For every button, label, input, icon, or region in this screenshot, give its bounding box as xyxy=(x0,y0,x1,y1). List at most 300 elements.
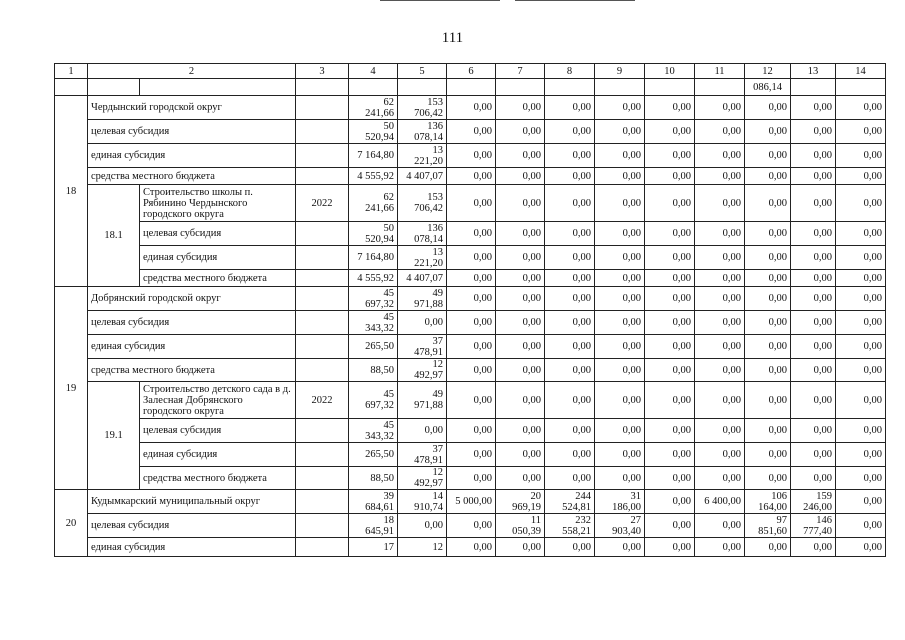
value-cell: 0,00 xyxy=(545,335,595,359)
value-cell: 0,00 xyxy=(545,96,595,120)
budget-table xyxy=(54,63,886,557)
year-cell xyxy=(296,419,349,443)
table-row xyxy=(55,270,886,287)
year-cell xyxy=(296,120,349,144)
subgroup-number: 18.1 xyxy=(88,185,140,287)
value-cell: 0,00 xyxy=(645,120,695,144)
value-cell: 0,00 xyxy=(745,120,791,144)
value-cell: 0,00 xyxy=(447,168,496,185)
row-label: единая субсидия xyxy=(88,144,296,168)
value-cell: 11 050,39 xyxy=(496,514,545,538)
year-cell xyxy=(296,311,349,335)
value-cell: 12 492,97 xyxy=(398,467,447,490)
value-cell: 0,00 xyxy=(745,538,791,557)
value-cell: 0,00 xyxy=(695,514,745,538)
value-cell: 0,00 xyxy=(595,538,645,557)
value-cell: 7 164,80 xyxy=(349,144,398,168)
header-cell: 12 xyxy=(745,64,791,79)
org-name: Чердынский городской округ xyxy=(88,96,296,120)
value-cell: 45 697,32 xyxy=(349,287,398,311)
table-body xyxy=(55,64,886,557)
value-cell: 0,00 xyxy=(645,311,695,335)
value-cell: 0,00 xyxy=(645,96,695,120)
blank-cell xyxy=(791,79,836,96)
blank-cell xyxy=(349,79,398,96)
value-cell: 0,00 xyxy=(695,120,745,144)
value-cell: 0,00 xyxy=(695,185,745,222)
value-cell: 0,00 xyxy=(447,270,496,287)
value-cell: 0,00 xyxy=(545,120,595,144)
value-cell: 0,00 xyxy=(745,467,791,490)
value-cell: 0,00 xyxy=(836,490,886,514)
value-cell: 0,00 xyxy=(496,287,545,311)
row-label: средства местного бюджета xyxy=(140,270,296,287)
value-cell: 0,00 xyxy=(496,96,545,120)
table-row xyxy=(55,120,886,144)
project-name: Строительство детского сада в д. Залесная Добрянского городского округа xyxy=(140,382,296,419)
blank-cell xyxy=(496,79,545,96)
value-cell: 0,00 xyxy=(447,144,496,168)
value-cell: 0,00 xyxy=(545,144,595,168)
header-cell: 10 xyxy=(645,64,695,79)
value-cell: 0,00 xyxy=(836,538,886,557)
value-cell: 0,00 xyxy=(836,120,886,144)
value-cell: 0,00 xyxy=(595,185,645,222)
header-cell: 5 xyxy=(398,64,447,79)
value-cell: 31 186,00 xyxy=(595,490,645,514)
value-cell: 0,00 xyxy=(695,222,745,246)
value-cell: 0,00 xyxy=(745,359,791,382)
value-cell: 0,00 xyxy=(496,443,545,467)
year-cell: 2022 xyxy=(296,382,349,419)
value-cell: 13 221,20 xyxy=(398,144,447,168)
value-cell: 0,00 xyxy=(791,538,836,557)
value-cell: 0,00 xyxy=(447,419,496,443)
value-cell: 0,00 xyxy=(496,359,545,382)
row-label: средства местного бюджета xyxy=(140,467,296,490)
value-cell: 0,00 xyxy=(645,467,695,490)
value-cell: 0,00 xyxy=(836,443,886,467)
value-cell: 37 478,91 xyxy=(398,335,447,359)
table-row xyxy=(55,79,886,96)
value-cell: 0,00 xyxy=(595,144,645,168)
value-cell: 0,00 xyxy=(545,311,595,335)
value-cell: 0,00 xyxy=(496,168,545,185)
blank-cell xyxy=(645,79,695,96)
year-cell: 2022 xyxy=(296,185,349,222)
subgroup-number: 19.1 xyxy=(88,382,140,490)
value-cell: 0,00 xyxy=(595,311,645,335)
table-row xyxy=(55,222,886,246)
table-row xyxy=(55,246,886,270)
value-cell: 0,00 xyxy=(447,335,496,359)
value-cell: 0,00 xyxy=(595,382,645,419)
value-cell: 0,00 xyxy=(595,467,645,490)
table-row xyxy=(55,538,886,557)
table-row xyxy=(55,382,886,419)
blank-cell xyxy=(595,79,645,96)
value-cell: 7 164,80 xyxy=(349,246,398,270)
value-cell: 45 697,32 xyxy=(349,382,398,419)
value-cell: 18 645,91 xyxy=(349,514,398,538)
org-name: Добрянский городской округ xyxy=(88,287,296,311)
blank-cell xyxy=(88,79,140,96)
row-label: целевая субсидия xyxy=(88,514,296,538)
header-cell: 9 xyxy=(595,64,645,79)
value-cell: 4 407,07 xyxy=(398,270,447,287)
table-row xyxy=(55,64,886,79)
value-cell: 0,00 xyxy=(645,246,695,270)
header-cell: 1 xyxy=(55,64,88,79)
value-cell: 5 000,00 xyxy=(447,490,496,514)
value-cell: 0,00 xyxy=(695,168,745,185)
row-label: единая субсидия xyxy=(88,538,296,557)
value-cell: 0,00 xyxy=(836,168,886,185)
value-cell: 0,00 xyxy=(836,335,886,359)
value-cell: 0,00 xyxy=(836,359,886,382)
value-cell: 0,00 xyxy=(545,443,595,467)
value-cell: 0,00 xyxy=(791,382,836,419)
value-cell: 106 164,00 xyxy=(745,490,791,514)
value-cell: 0,00 xyxy=(545,467,595,490)
value-cell: 27 903,40 xyxy=(595,514,645,538)
value-cell: 0,00 xyxy=(695,96,745,120)
value-cell: 0,00 xyxy=(791,185,836,222)
value-cell: 97 851,60 xyxy=(745,514,791,538)
table-row xyxy=(55,443,886,467)
value-cell: 0,00 xyxy=(836,246,886,270)
year-cell xyxy=(296,144,349,168)
value-cell: 0,00 xyxy=(836,419,886,443)
value-cell: 086,14 xyxy=(745,79,791,96)
value-cell: 0,00 xyxy=(645,419,695,443)
value-cell: 0,00 xyxy=(645,514,695,538)
value-cell: 37 478,91 xyxy=(398,443,447,467)
row-label: целевая субсидия xyxy=(140,222,296,246)
value-cell: 0,00 xyxy=(695,443,745,467)
blank-cell xyxy=(140,79,296,96)
value-cell: 0,00 xyxy=(745,168,791,185)
value-cell: 0,00 xyxy=(447,185,496,222)
value-cell: 0,00 xyxy=(745,287,791,311)
value-cell: 49 971,88 xyxy=(398,287,447,311)
value-cell: 0,00 xyxy=(745,222,791,246)
value-cell: 0,00 xyxy=(645,382,695,419)
value-cell: 0,00 xyxy=(836,222,886,246)
value-cell: 265,50 xyxy=(349,335,398,359)
value-cell: 0,00 xyxy=(496,311,545,335)
value-cell: 0,00 xyxy=(645,185,695,222)
value-cell: 0,00 xyxy=(447,382,496,419)
value-cell: 0,00 xyxy=(645,490,695,514)
value-cell: 0,00 xyxy=(447,359,496,382)
value-cell: 4 407,07 xyxy=(398,168,447,185)
year-cell xyxy=(296,270,349,287)
value-cell: 0,00 xyxy=(447,246,496,270)
value-cell: 0,00 xyxy=(545,382,595,419)
row-label: единая субсидия xyxy=(140,443,296,467)
value-cell: 146 777,40 xyxy=(791,514,836,538)
value-cell: 0,00 xyxy=(695,359,745,382)
value-cell: 0,00 xyxy=(447,538,496,557)
value-cell: 39 684,61 xyxy=(349,490,398,514)
year-cell xyxy=(296,168,349,185)
value-cell: 0,00 xyxy=(496,419,545,443)
row-label: целевая субсидия xyxy=(88,120,296,144)
value-cell: 0,00 xyxy=(496,467,545,490)
value-cell: 0,00 xyxy=(447,443,496,467)
value-cell: 4 555,92 xyxy=(349,270,398,287)
value-cell: 244 524,81 xyxy=(545,490,595,514)
value-cell: 153 706,42 xyxy=(398,185,447,222)
value-cell: 0,00 xyxy=(836,185,886,222)
value-cell: 0,00 xyxy=(836,144,886,168)
value-cell: 0,00 xyxy=(745,144,791,168)
table-row xyxy=(55,168,886,185)
value-cell: 0,00 xyxy=(595,96,645,120)
value-cell: 232 558,21 xyxy=(545,514,595,538)
value-cell: 0,00 xyxy=(791,311,836,335)
value-cell: 0,00 xyxy=(695,270,745,287)
value-cell: 0,00 xyxy=(745,382,791,419)
value-cell: 0,00 xyxy=(745,96,791,120)
value-cell: 0,00 xyxy=(695,419,745,443)
value-cell: 88,50 xyxy=(349,467,398,490)
year-cell xyxy=(296,514,349,538)
year-cell xyxy=(296,96,349,120)
value-cell: 0,00 xyxy=(545,270,595,287)
table-row xyxy=(55,419,886,443)
value-cell: 0,00 xyxy=(791,222,836,246)
table-row xyxy=(55,359,886,382)
value-cell: 0,00 xyxy=(645,443,695,467)
value-cell: 0,00 xyxy=(545,168,595,185)
value-cell: 0,00 xyxy=(496,185,545,222)
table-row xyxy=(55,96,886,120)
value-cell: 0,00 xyxy=(695,144,745,168)
blank-cell xyxy=(398,79,447,96)
value-cell: 0,00 xyxy=(595,419,645,443)
value-cell: 0,00 xyxy=(645,287,695,311)
value-cell: 159 246,00 xyxy=(791,490,836,514)
top-rule-left xyxy=(380,0,500,1)
row-label: средства местного бюджета xyxy=(88,359,296,382)
table-row xyxy=(55,311,886,335)
value-cell: 0,00 xyxy=(595,335,645,359)
value-cell: 0,00 xyxy=(645,144,695,168)
value-cell: 0,00 xyxy=(595,270,645,287)
value-cell: 4 555,92 xyxy=(349,168,398,185)
org-name: Кудымкарский муниципальный округ xyxy=(88,490,296,514)
value-cell: 0,00 xyxy=(545,359,595,382)
value-cell: 45 343,32 xyxy=(349,311,398,335)
year-cell xyxy=(296,538,349,557)
header-cell: 3 xyxy=(296,64,349,79)
header-cell: 14 xyxy=(836,64,886,79)
value-cell: 0,00 xyxy=(791,443,836,467)
value-cell: 0,00 xyxy=(836,382,886,419)
value-cell: 0,00 xyxy=(791,270,836,287)
project-name: Строительство школы п. Рябинино Чердынского городского округа xyxy=(140,185,296,222)
value-cell: 45 343,32 xyxy=(349,419,398,443)
header-cell: 6 xyxy=(447,64,496,79)
year-cell xyxy=(296,222,349,246)
value-cell: 0,00 xyxy=(447,120,496,144)
value-cell: 20 969,19 xyxy=(496,490,545,514)
value-cell: 0,00 xyxy=(595,222,645,246)
value-cell: 13 221,20 xyxy=(398,246,447,270)
value-cell: 0,00 xyxy=(645,359,695,382)
group-number: 20 xyxy=(55,490,88,557)
value-cell: 0,00 xyxy=(595,443,645,467)
value-cell: 0,00 xyxy=(545,419,595,443)
value-cell: 0,00 xyxy=(595,246,645,270)
table-row xyxy=(55,467,886,490)
table-row xyxy=(55,144,886,168)
header-cell: 11 xyxy=(695,64,745,79)
row-label: целевая субсидия xyxy=(88,311,296,335)
value-cell: 0,00 xyxy=(447,311,496,335)
value-cell: 0,00 xyxy=(496,382,545,419)
group-number: 18 xyxy=(55,96,88,287)
value-cell: 0,00 xyxy=(447,287,496,311)
value-cell: 0,00 xyxy=(836,270,886,287)
value-cell: 0,00 xyxy=(695,287,745,311)
value-cell: 0,00 xyxy=(791,419,836,443)
value-cell: 0,00 xyxy=(791,96,836,120)
value-cell: 50 520,94 xyxy=(349,120,398,144)
value-cell: 49 971,88 xyxy=(398,382,447,419)
value-cell: 14 910,74 xyxy=(398,490,447,514)
year-cell xyxy=(296,246,349,270)
value-cell: 0,00 xyxy=(695,467,745,490)
value-cell: 0,00 xyxy=(447,222,496,246)
blank-cell xyxy=(545,79,595,96)
top-rule-right xyxy=(515,0,635,1)
year-cell xyxy=(296,335,349,359)
value-cell: 0,00 xyxy=(745,443,791,467)
header-cell: 4 xyxy=(349,64,398,79)
value-cell: 0,00 xyxy=(791,287,836,311)
value-cell: 265,50 xyxy=(349,443,398,467)
value-cell: 0,00 xyxy=(836,287,886,311)
value-cell: 0,00 xyxy=(745,311,791,335)
value-cell: 0,00 xyxy=(645,538,695,557)
table-row xyxy=(55,287,886,311)
value-cell: 0,00 xyxy=(545,222,595,246)
value-cell: 0,00 xyxy=(791,120,836,144)
value-cell: 0,00 xyxy=(595,359,645,382)
value-cell: 0,00 xyxy=(836,311,886,335)
value-cell: 0,00 xyxy=(695,538,745,557)
group-number: 19 xyxy=(55,287,88,490)
value-cell: 0,00 xyxy=(545,538,595,557)
value-cell: 0,00 xyxy=(545,287,595,311)
value-cell: 0,00 xyxy=(791,467,836,490)
value-cell: 0,00 xyxy=(695,246,745,270)
value-cell: 12 xyxy=(398,538,447,557)
value-cell: 0,00 xyxy=(595,120,645,144)
row-label: единая субсидия xyxy=(88,335,296,359)
value-cell: 0,00 xyxy=(496,120,545,144)
value-cell: 0,00 xyxy=(496,270,545,287)
value-cell: 0,00 xyxy=(398,419,447,443)
value-cell: 0,00 xyxy=(745,270,791,287)
value-cell: 0,00 xyxy=(398,514,447,538)
value-cell: 17 xyxy=(349,538,398,557)
value-cell: 0,00 xyxy=(545,246,595,270)
value-cell: 0,00 xyxy=(791,168,836,185)
header-cell: 7 xyxy=(496,64,545,79)
year-cell xyxy=(296,490,349,514)
value-cell: 0,00 xyxy=(745,419,791,443)
value-cell: 0,00 xyxy=(695,311,745,335)
blank-cell xyxy=(695,79,745,96)
value-cell: 0,00 xyxy=(695,382,745,419)
value-cell: 6 400,00 xyxy=(695,490,745,514)
table-row xyxy=(55,514,886,538)
table-row xyxy=(55,490,886,514)
value-cell: 0,00 xyxy=(447,96,496,120)
blank-cell xyxy=(836,79,886,96)
value-cell: 0,00 xyxy=(791,359,836,382)
page-number: 111 xyxy=(441,30,464,46)
year-cell xyxy=(296,359,349,382)
value-cell: 153 706,42 xyxy=(398,96,447,120)
value-cell: 0,00 xyxy=(595,287,645,311)
value-cell: 0,00 xyxy=(496,222,545,246)
value-cell: 0,00 xyxy=(645,168,695,185)
value-cell: 62 241,66 xyxy=(349,96,398,120)
table-row xyxy=(55,185,886,222)
value-cell: 0,00 xyxy=(745,246,791,270)
value-cell: 50 520,94 xyxy=(349,222,398,246)
header-cell: 8 xyxy=(545,64,595,79)
year-cell xyxy=(296,287,349,311)
value-cell: 0,00 xyxy=(791,144,836,168)
value-cell: 0,00 xyxy=(496,538,545,557)
value-cell: 0,00 xyxy=(398,311,447,335)
value-cell: 0,00 xyxy=(645,270,695,287)
value-cell: 0,00 xyxy=(745,335,791,359)
value-cell: 0,00 xyxy=(645,222,695,246)
header-cell: 13 xyxy=(791,64,836,79)
blank-cell xyxy=(55,79,88,96)
blank-cell xyxy=(447,79,496,96)
value-cell: 0,00 xyxy=(645,335,695,359)
value-cell: 0,00 xyxy=(447,514,496,538)
table-row xyxy=(55,335,886,359)
value-cell: 62 241,66 xyxy=(349,185,398,222)
value-cell: 0,00 xyxy=(595,168,645,185)
row-label: единая субсидия xyxy=(140,246,296,270)
value-cell: 0,00 xyxy=(447,467,496,490)
value-cell: 0,00 xyxy=(791,246,836,270)
row-label: целевая субсидия xyxy=(140,419,296,443)
value-cell: 136 078,14 xyxy=(398,222,447,246)
row-label: средства местного бюджета xyxy=(88,168,296,185)
value-cell: 0,00 xyxy=(496,144,545,168)
value-cell: 0,00 xyxy=(791,335,836,359)
value-cell: 0,00 xyxy=(836,96,886,120)
value-cell: 0,00 xyxy=(836,467,886,490)
year-cell xyxy=(296,467,349,490)
value-cell: 12 492,97 xyxy=(398,359,447,382)
value-cell: 136 078,14 xyxy=(398,120,447,144)
header-cell: 2 xyxy=(88,64,296,79)
blank-cell xyxy=(296,79,349,96)
value-cell: 0,00 xyxy=(695,335,745,359)
